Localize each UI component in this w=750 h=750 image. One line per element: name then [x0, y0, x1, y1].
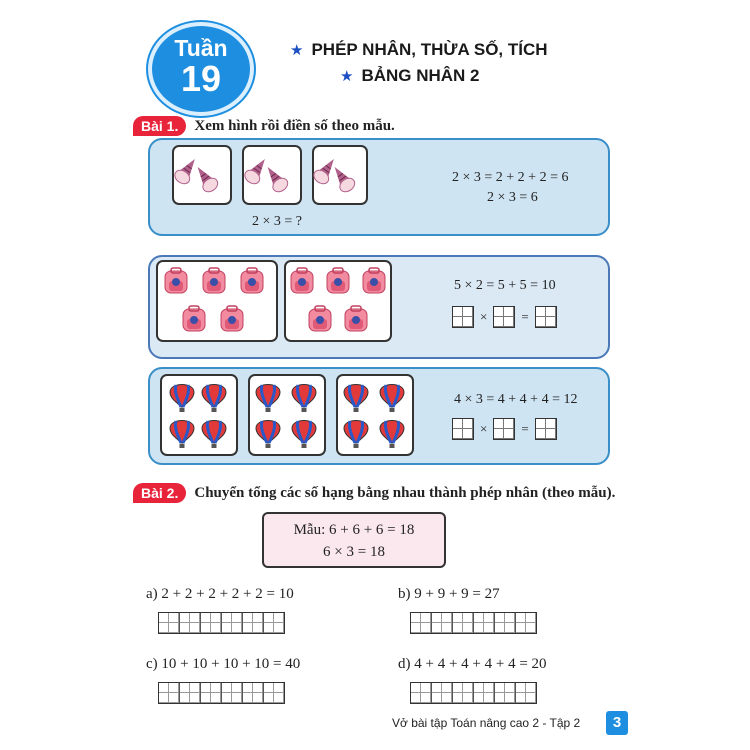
item-d: d) 4 + 4 + 4 + 4 + 4 = 20 — [398, 656, 547, 672]
title-text-2: BẢNG NHÂN 2 — [361, 66, 480, 85]
balloon-group-3 — [337, 375, 413, 455]
sample-line1: Mẫu: 6 + 6 + 6 = 18 — [293, 522, 415, 538]
equals-sign: = — [521, 421, 529, 436]
exercise2-label: Bài 2. — [133, 483, 186, 503]
exercise2-instruction: Chuyển tổng các số hạng bằng nhau thành phép nhân (theo mẫu). — [194, 484, 616, 501]
answer-grid-d[interactable] — [410, 682, 537, 704]
ice-cream-group-1 — [172, 146, 231, 204]
sample-box — [262, 512, 446, 568]
page-title-line1 — [290, 40, 548, 60]
answer-grid-b[interactable] — [410, 612, 537, 634]
equals-sign: = — [521, 309, 529, 324]
page-number: 3 — [606, 711, 628, 735]
ice-cream-groups — [172, 145, 368, 207]
title-text-1: PHÉP NHÂN, THỪA SỐ, TÍCH — [311, 40, 548, 59]
answer-grid-c[interactable] — [158, 682, 285, 704]
exercise1-instruction: Xem hình rồi điền số theo mẫu. — [194, 117, 395, 134]
panel1-line2: 2 × 3 = 6 — [487, 190, 538, 205]
panel3-answer — [452, 418, 557, 440]
answer-box[interactable] — [535, 418, 557, 440]
exercise1-heading — [133, 116, 395, 136]
panel1-line1: 2 × 3 = 2 + 2 + 2 = 6 — [452, 170, 569, 185]
week-badge — [148, 22, 254, 116]
week-label: Tuần — [174, 35, 228, 61]
panel2-answer — [452, 306, 557, 328]
answer-grid-a[interactable] — [158, 612, 285, 634]
answer-box[interactable] — [493, 306, 515, 328]
answer-box[interactable] — [452, 306, 474, 328]
exercise1-label: Bài 1. — [133, 116, 186, 136]
ice-cream-group-2 — [242, 146, 301, 204]
balloon-group-2 — [249, 375, 325, 455]
item-a: a) 2 + 2 + 2 + 2 + 2 = 10 — [146, 586, 294, 602]
answer-box[interactable] — [452, 418, 474, 440]
star-icon: ★ — [290, 42, 304, 59]
balloon-group-1 — [161, 375, 237, 455]
panel1-question: 2 × 3 = ? — [252, 214, 303, 229]
page-title-line2 — [340, 66, 480, 86]
star-icon: ★ — [340, 68, 354, 85]
backpack-group-1 — [157, 261, 277, 341]
backpack-group-2 — [285, 261, 391, 341]
item-c: c) 10 + 10 + 10 + 10 = 40 — [146, 656, 301, 672]
ice-cream-group-3 — [311, 146, 367, 204]
times-sign: × — [480, 309, 488, 324]
book-title: Vở bài tập Toán nâng cao 2 - Tập 2 — [392, 716, 581, 730]
times-sign: × — [480, 421, 488, 436]
sample-line2: 6 × 3 = 18 — [323, 544, 385, 560]
week-number: 19 — [180, 58, 222, 99]
answer-box[interactable] — [493, 418, 515, 440]
panel2-line1: 5 × 2 = 5 + 5 = 10 — [454, 278, 556, 293]
item-b: b) 9 + 9 + 9 = 27 — [398, 586, 500, 602]
answer-box[interactable] — [535, 306, 557, 328]
backpack-groups — [156, 260, 396, 344]
panel3-line1: 4 × 3 = 4 + 4 + 4 = 12 — [454, 392, 578, 407]
balloon-groups — [160, 374, 422, 456]
exercise2-heading — [133, 483, 615, 503]
